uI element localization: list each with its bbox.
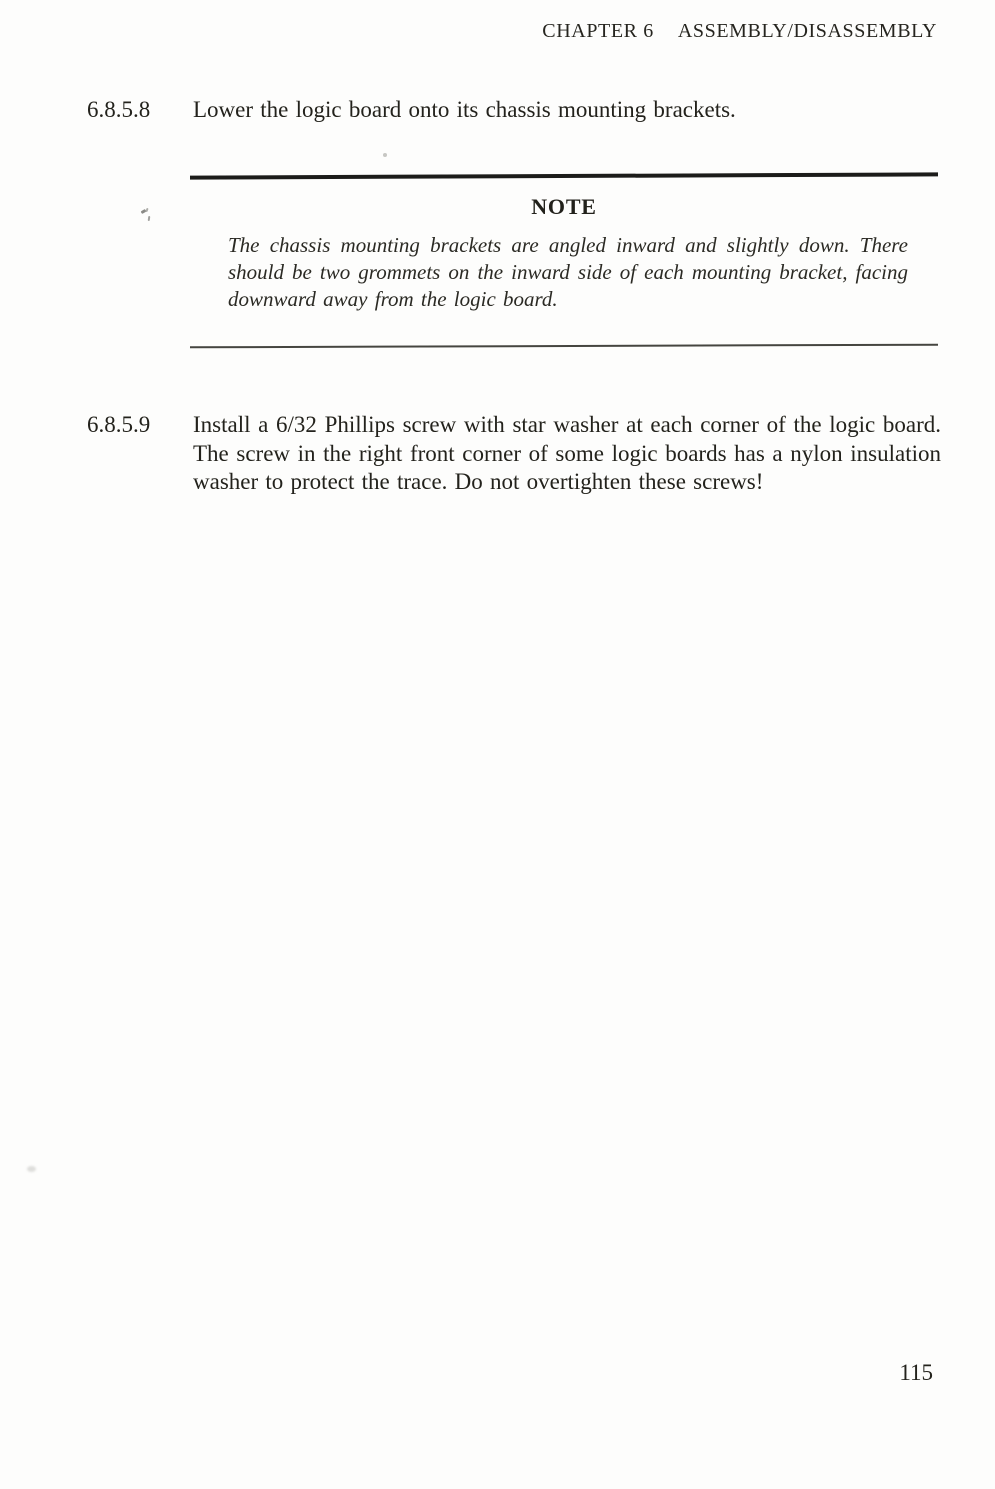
note-top-rule xyxy=(190,172,938,179)
note-body: The chassis mounting brackets are angled inward and slightly down. There should be two grommets on the inward side of each mounting bracket, facing downward away from the logic board. xyxy=(228,233,908,311)
page-number: 115 xyxy=(899,1360,933,1385)
step-6-8-5-8 xyxy=(87,96,941,125)
step-text: Install a 6/32 Phillips screw with star washer at each corner of the logic board. The screw in the right front corner of some logic boards has a nylon insulation washer to protect the trace. Do not overtighten these screws! xyxy=(193,412,941,494)
pencil-mark xyxy=(138,207,156,225)
step-number: 6.8.5.9 xyxy=(87,412,151,437)
note-title: NOTE xyxy=(531,194,597,219)
chapter-label: CHAPTER 6 xyxy=(542,20,654,42)
note-bottom-rule xyxy=(190,344,938,349)
step-text: Lower the logic board onto its chassis mounting brackets. xyxy=(193,97,736,122)
running-head xyxy=(542,20,937,43)
step-number: 6.8.5.8 xyxy=(87,97,151,122)
chapter-title: ASSEMBLY/DISASSEMBLY xyxy=(677,20,937,42)
step-6-8-5-9 xyxy=(87,411,941,497)
scan-speck xyxy=(383,153,387,157)
note-box xyxy=(190,174,938,347)
scan-speck xyxy=(27,1166,36,1172)
